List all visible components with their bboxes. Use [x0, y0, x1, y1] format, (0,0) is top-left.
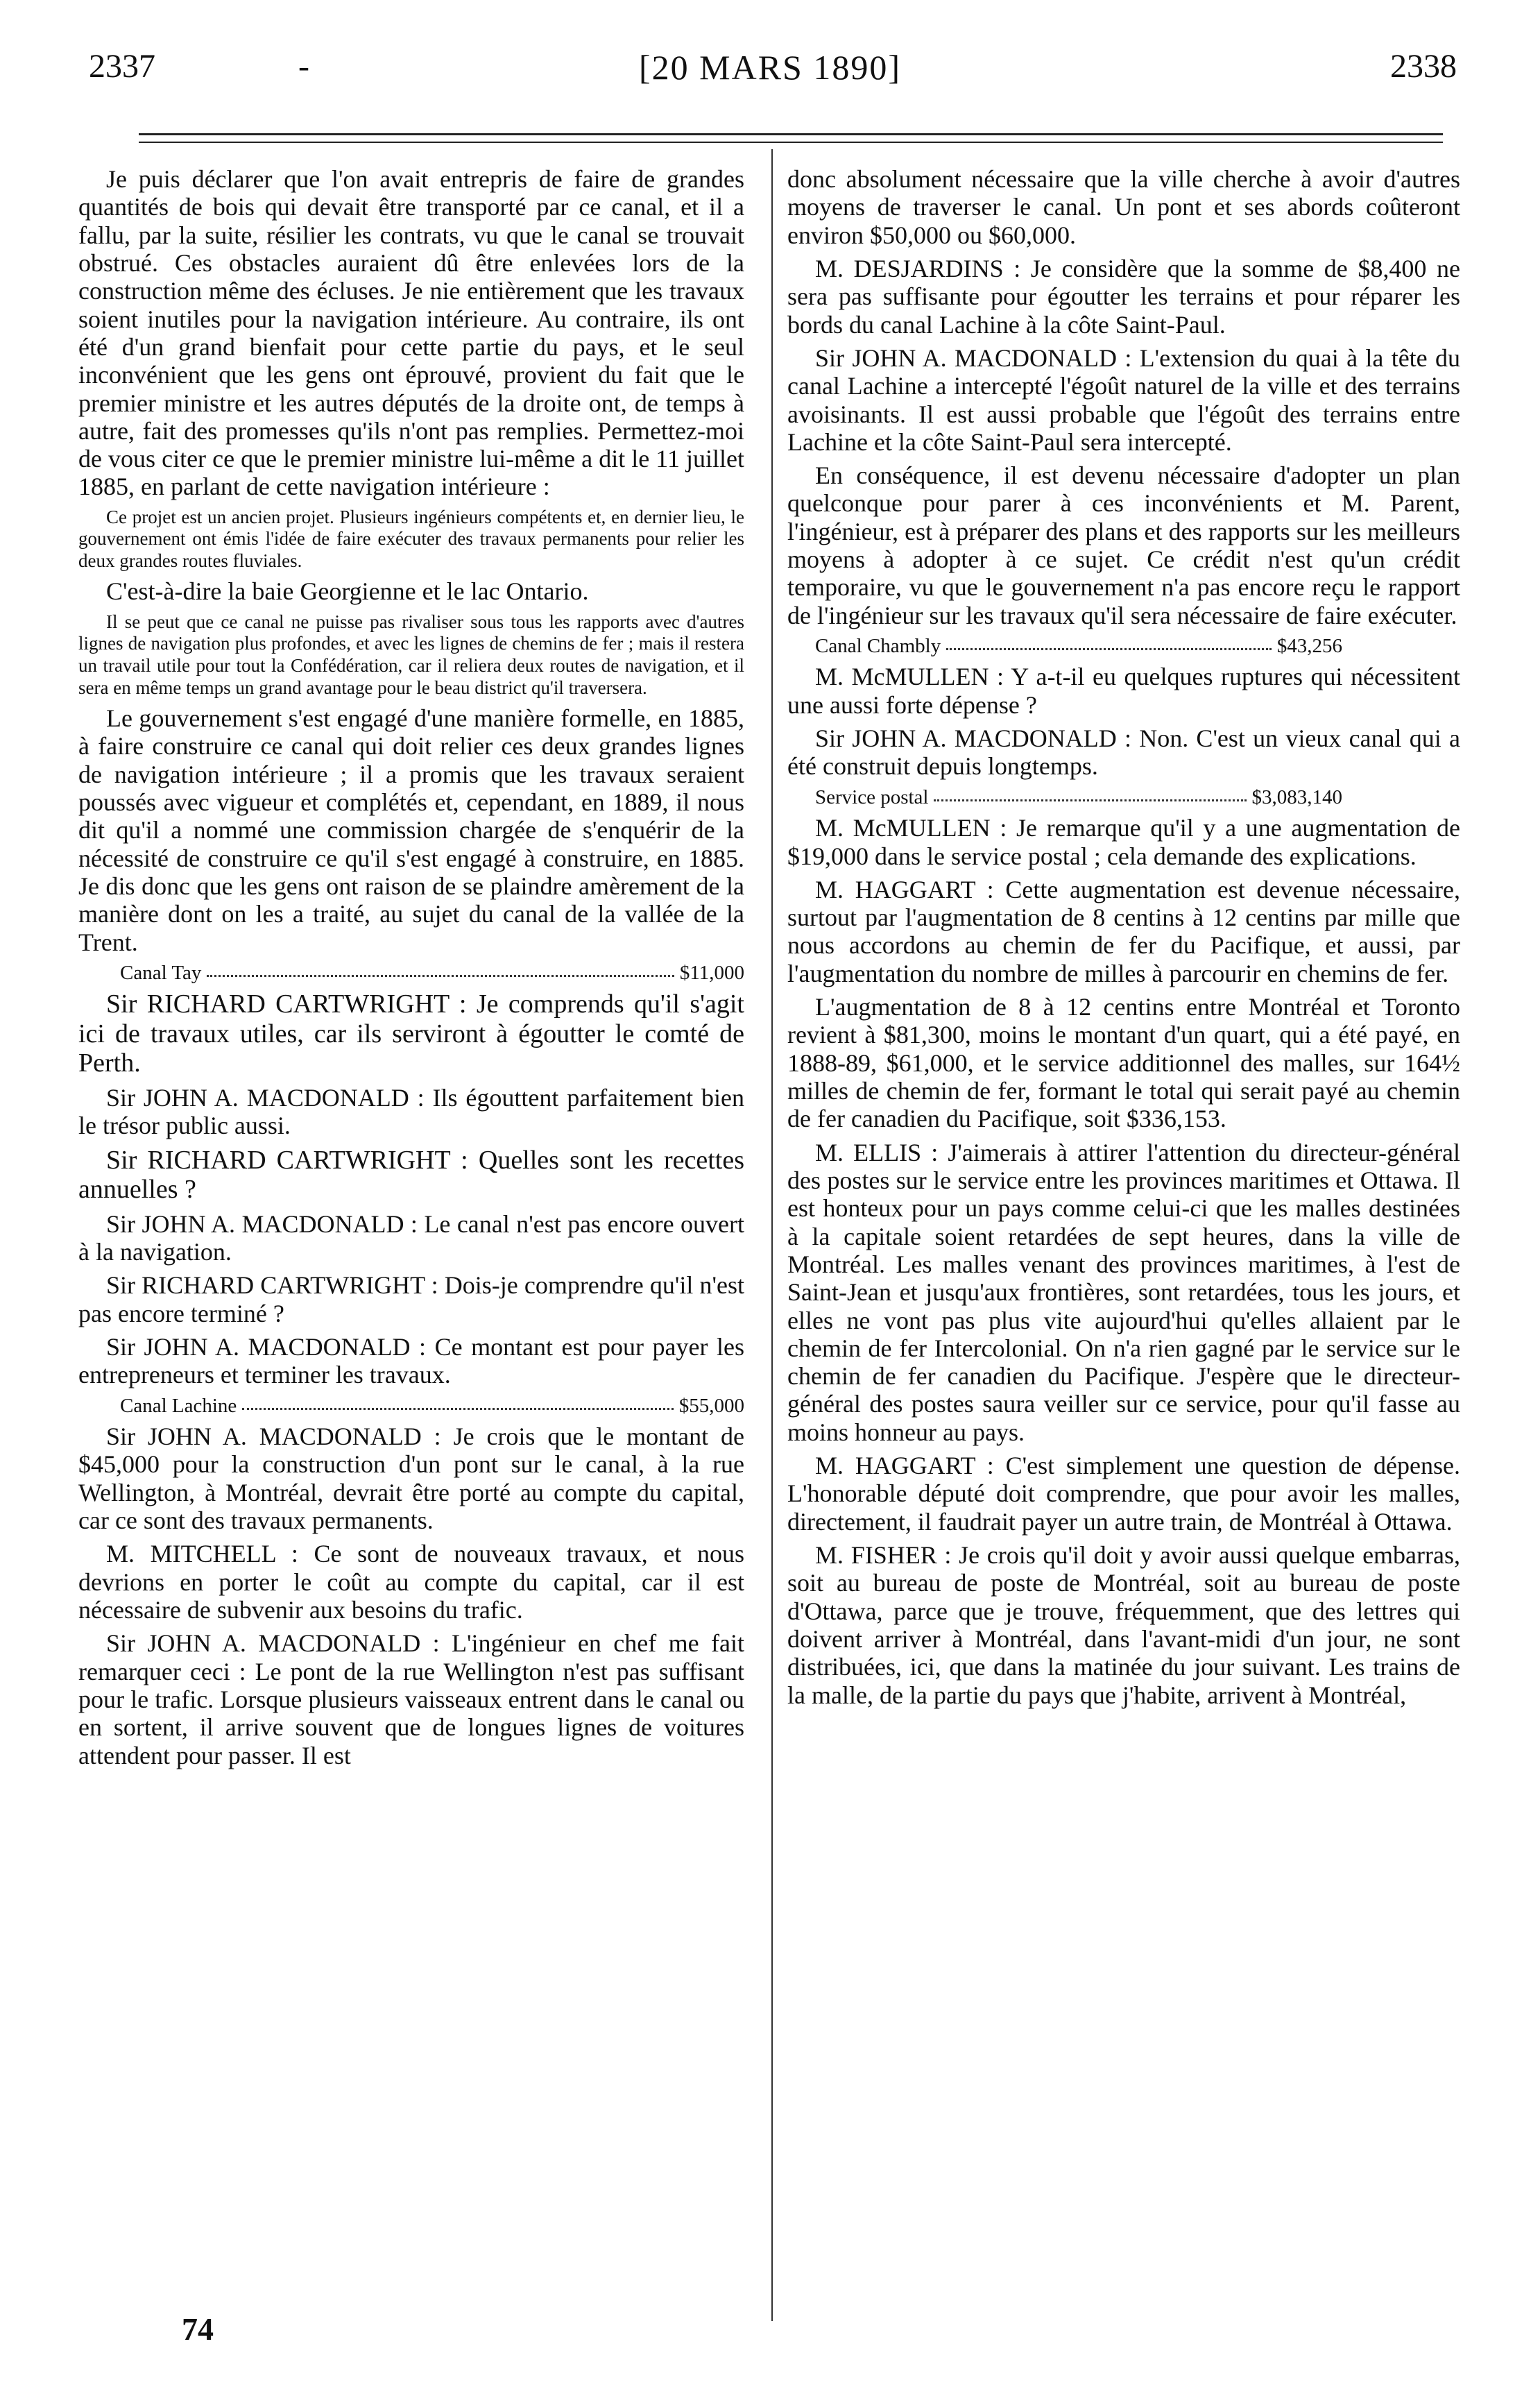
budget-item-label: Canal Tay	[120, 961, 202, 984]
budget-item	[78, 1395, 744, 1417]
quotation: Il se peut que ce canal ne puisse pas rivaliser sous tous les rapports avec d'autres lignes de navigation plus profondes, et avec les lignes de chemins de fer ; mais il restera un travail utile pour tout la Confédération, car il reliera deux routes de navigation, et il sera en même temps un grand avantage pour le beau district qu'il traversera.	[78, 611, 744, 698]
paragraph: donc absolument nécessaire que la ville cherche à avoir d'autres moyens de traverser le canal. Un pont et ses abords coûteront environ $50,000 ou $60,000.	[787, 165, 1460, 249]
paragraph: Sir JOHN A. MACDONALD : L'ingénieur en chef me fait remarquer ceci : Le pont de la rue Wellington n'est pas suffisant pour le trafic. Lorsque plusieurs vaisseaux entrent dans le canal ou en sortent, il arrive souvent que de longues lignes de voitures attendent pour passer. Il est	[78, 1629, 744, 1769]
budget-item-label: Canal Chambly	[815, 635, 941, 657]
leader-dots	[207, 962, 674, 977]
paragraph: Sir JOHN A. MACDONALD : Le canal n'est pas encore ouvert à la navigation.	[78, 1209, 744, 1266]
leader-dots	[946, 635, 1272, 650]
budget-item-amount: $43,256	[1276, 635, 1342, 657]
budget-item-amount: $55,000	[678, 1394, 744, 1417]
budget-item-label: Canal Lachine	[120, 1394, 237, 1417]
header-rule-thin	[139, 142, 1443, 143]
paragraph: Sir JOHN A. MACDONALD : Non. C'est un vieux canal qui a été construit depuis longtemps.	[787, 724, 1460, 781]
budget-item-amount: $11,000	[679, 961, 744, 984]
header-dash: -	[298, 48, 309, 85]
left-column	[78, 165, 744, 1775]
paragraph: Sir JOHN A. MACDONALD : Ce montant est pour payer les entrepreneurs et terminer les travaux.	[78, 1333, 744, 1389]
leader-dots	[934, 786, 1246, 801]
page-number-left: 2337	[89, 48, 155, 85]
header-rule	[139, 133, 1443, 135]
paragraph: Sir JOHN A. MACDONALD : Je crois que le montant de $45,000 pour la construction d'un pont sur le canal, à la rue Wellington, à Montréal, devrait être porté au compte du capital, car ce sont des travaux permanents.	[78, 1422, 744, 1535]
budget-item-amount: $3,083,140	[1251, 785, 1342, 808]
paragraph: Sir JOHN A. MACDONALD : L'extension du quai à la tête du canal Lachine a intercepté l'égoût naturel de la ville et des terrains avoisinants. Il est aussi probable que l'égoût des terrains entre Lachine et la côte Saint-Paul sera intercepté.	[787, 343, 1460, 456]
paragraph: C'est-à-dire la baie Georgienne et le lac Ontario.	[106, 577, 589, 606]
paragraph: Sir RICHARD CARTWRIGHT : Je comprends qu'il s'agit ici de travaux utiles, car ils serviront à égoutter le comté de Perth.	[78, 989, 744, 1078]
paragraph: Sir RICHARD CARTWRIGHT : Dois-je comprendre qu'il n'est pas encore terminé ?	[78, 1271, 744, 1327]
folio-number: 74	[182, 2311, 214, 2347]
paragraph: M. McMULLEN : Y a-t-il eu quelques ruptures qui nécessitent une aussi forte dépense ?	[787, 663, 1460, 719]
paragraph: M. FISHER : Je crois qu'il doit y avoir aussi quelque embarras, soit au bureau de poste de Montréal, soit au bureau de poste d'Ottawa, parce que je trouve, fréquemment, que des lettres qui doivent arriver à Montréal, dans l'avant-midi d'un jour, ne sont distribuées, ici, que dans la matinée du jour suivant. Les trains de la malle, de la partie du pays que j'habite, arrivent à Montréal,	[787, 1541, 1460, 1709]
budget-item	[78, 962, 744, 984]
header-date: [20 MARS 1890]	[638, 48, 902, 87]
paragraph: M. MITCHELL : Ce sont de nouveaux travaux, et nous devrions en porter le coût au compte du capital, car il est nécessaire de subvenir aux besoins du trafic.	[78, 1540, 744, 1624]
budget-item	[787, 786, 1342, 808]
paragraph: M. HAGGART : Cette augmentation est devenue nécessaire, surtout par l'augmentation de 8 centins à 12 centins par mille que nous accordons au chemin de fer du Pacifique, et aussi, par l'augmentation du nombre de milles à parcourir en chemins de fer.	[787, 875, 1460, 987]
budget-item	[787, 635, 1342, 657]
column-divider	[771, 149, 773, 2321]
paragraph: M. ELLIS : J'aimerais à attirer l'attention du directeur-général des postes sur le service entre les provinces maritimes et Ottawa. Il est honteux pour un pays comme celui-ci que les malles destinées à la capitale soient retardées de sept heures, dans la ville de Montréal. Les malles venant des provinces maritimes, à l'est de Saint-Jean et jusqu'aux frontières, sont retardées, tous les jours, et elles ne vont pas plus vite aujourd'hui qu'elles allaient par le chemin de fer Intercolonial. On n'a rien gagné par le service sur le chemin de fer canadien du Pacifique. J'espère que le directeur-général des postes saura veiller sur ce service, pour qu'il fasse au moins honneur au pays.	[787, 1138, 1460, 1446]
paragraph: En conséquence, il est devenu nécessaire d'adopter un plan quelconque pour parer à ces inconvénients et M. Parent, l'ingénieur, est à préparer des plans et des rapports sur les meilleurs moyens à adopter à ce sujet. Ce crédit n'est qu'un crédit temporaire, vu que le gouvernement n'a pas encore reçu le rapport de l'ingénieur sur les travaux qu'il sera nécessaire de faire exécuter.	[787, 461, 1460, 629]
page-number-right: 2338	[1390, 48, 1457, 85]
paragraph: M. DESJARDINS : Je considère que la somme de $8,400 ne sera pas suffisante pour égoutter les terrains et pour réparer les bords du canal Lachine à la côte Saint-Paul.	[787, 254, 1460, 339]
paragraph: M. McMULLEN : Je remarque qu'il y a une augmentation de $19,000 dans le service postal ; cela demande des explications.	[787, 814, 1460, 870]
quotation: Ce projet est un ancien projet. Plusieurs ingénieurs compétents et, en dernier lieu, le gouvernement ont émis l'idée de faire exécuter des travaux permanents pour relier les deux grandes routes fluviales.	[78, 506, 744, 571]
paragraph: L'augmentation de 8 à 12 centins entre Montréal et Toronto revient à $81,300, moins le montant d'un quart, qui a été payé, en 1888-89, $61,000, et le service additionnel des malles, sur 164½ milles de chemin de fer, formant le total qui serait payé au chemin de fer canadien du Pacifique, soit $336,153.	[787, 993, 1460, 1133]
paragraph: Le gouvernement s'est engagé d'une manière formelle, en 1885, à faire construire ce canal qui doit relier ces deux grandes lignes de navigation intérieure ; il a promis que les travaux seraient poussés avec vigueur et complétés et, cependant, en 1889, il nous dit qu'il a nommé une commission chargée de s'enquérir de la nécessité de construire ce qu'il s'est engagé à construire, en 1885. Je dis donc que les gens ont raison de se plaindre amèrement de la manière dont on les a traité, au sujet du canal de la vallée de la Trent.	[78, 704, 744, 956]
paragraph: M. HAGGART : C'est simplement une question de dépense. L'honorable député doit comprendre, que pour avoir les malles, directement, il faudrait payer un autre train, de Montréal à Ottawa.	[787, 1452, 1460, 1536]
paragraph: Sir RICHARD CARTWRIGHT : Quelles sont les recettes annuelles ?	[78, 1145, 744, 1205]
right-column	[787, 165, 1460, 1715]
paragraph: Sir JOHN A. MACDONALD : Ils égouttent parfaitement bien le trésor public aussi.	[78, 1084, 744, 1140]
page-header	[0, 47, 1540, 96]
paragraph: Je puis déclarer que l'on avait entrepris de faire de grandes quantités de bois qui devait être transporté par ce canal, et il a fallu, par la suite, résilier les contrats, vu que le canal se trouvait obstrué. Ces obstacles auraient dû être enlevées lors de la construction même des écluses. Je nie entièrement que les travaux soient inutiles pour la navigation intérieure. Au contraire, ils ont été d'un grand bienfait pour cette partie du pays, et le seul inconvénient que les gens ont éprouvé, provient du fait que le premier ministre et les autres députés de la droite ont, de temps à autre, fait des promesses qu'ils n'ont pas remplies. Permettez-moi de vous citer ce que le premier ministre lui-même a dit le 11 juillet 1885, en parlant de cette navigation intérieure :	[78, 165, 744, 501]
leader-dots	[242, 1395, 673, 1410]
budget-item-label: Service postal	[815, 785, 929, 808]
